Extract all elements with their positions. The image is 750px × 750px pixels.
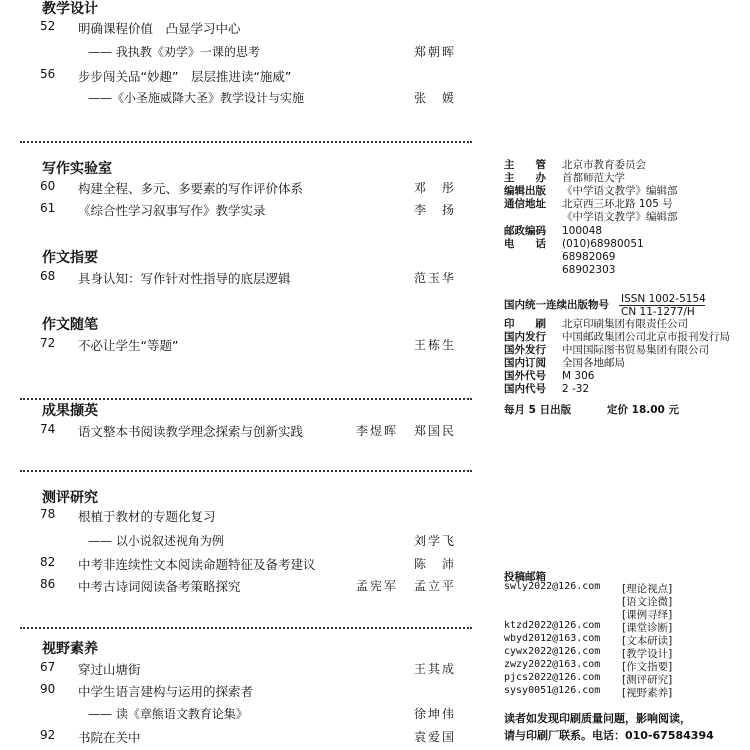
article-subtitle: ——《小圣施威降大圣》教学设计与实施 xyxy=(88,91,305,105)
author-name: 李 扬 xyxy=(414,203,457,217)
section-heading: 作文随笔 xyxy=(42,317,98,333)
article-title[interactable]: 书院在关中 xyxy=(78,730,141,745)
category-label: [课堂诊断] xyxy=(622,622,673,634)
category-label: [文本研读] xyxy=(622,635,673,647)
page-number: 72 xyxy=(40,336,56,350)
article-title[interactable]: 《综合性学习叙事写作》教学实录 xyxy=(78,203,266,218)
info-label: 国内订阅 xyxy=(504,357,546,369)
info-value: 北京西三环北路 105 号 xyxy=(562,198,673,210)
article-title[interactable]: 明确课程价值 凸显学习中心 xyxy=(78,21,241,36)
article-title[interactable]: 中考非连续性文本阅读命题特征及备考建议 xyxy=(78,557,316,572)
page-number: 86 xyxy=(40,577,56,591)
info-label: 通信地址 xyxy=(504,198,546,210)
info-value: 中国国际图书贸易集团有限公司 xyxy=(562,344,709,356)
page-number: 61 xyxy=(40,201,56,215)
author-name: 徐坤伟 xyxy=(414,707,457,721)
page-number: 78 xyxy=(40,507,56,521)
page-number: 68 xyxy=(40,269,56,283)
info-label: 主 管 xyxy=(504,159,546,171)
author-name: 孟立平 xyxy=(414,579,457,593)
page-number: 90 xyxy=(40,682,56,696)
info-label: 印 刷 xyxy=(504,318,546,330)
author-name: 孟宪军 xyxy=(356,579,399,593)
info-value: 《中学语文教学》编辑部 xyxy=(562,211,678,223)
author-name: 李煜晖 xyxy=(356,424,399,438)
info-value: 北京市教育委员会 xyxy=(562,159,646,171)
page-number: 92 xyxy=(40,728,56,742)
section-heading: 作文指要 xyxy=(42,250,98,266)
info-value: 2 -32 xyxy=(562,383,590,395)
section-divider xyxy=(20,141,472,143)
info-value: 中国邮政集团公司北京市报刊发行局 xyxy=(562,331,730,343)
info-value: (010)68980051 xyxy=(562,238,644,250)
article-subtitle: —— 读《章熊语文教育论集》 xyxy=(88,707,248,721)
author-name: 范玉华 xyxy=(414,271,457,285)
author-name: 郑朝晖 xyxy=(414,45,457,59)
article-title[interactable]: 中学生语言建构与运用的探索者 xyxy=(78,684,254,699)
email-address[interactable]: swly2022@126.com xyxy=(504,581,601,592)
info-value: 首都师范大学 xyxy=(562,172,625,184)
article-title[interactable]: 具身认知：写作针对性指导的底层逻辑 xyxy=(78,271,291,286)
category-label: [视野素养] xyxy=(622,687,673,699)
category-label: [理论视点] xyxy=(622,583,673,595)
category-label: [测评研究] xyxy=(622,674,673,686)
serial-label: 国内统一连续出版物号 xyxy=(504,299,609,311)
author-name: 邓 彤 xyxy=(414,181,457,195)
article-subtitle: —— 以小说叙述视角为例 xyxy=(88,534,224,548)
category-label: [语文诠微] xyxy=(622,596,673,608)
section-heading: 测评研究 xyxy=(42,490,98,506)
info-label: 国内发行 xyxy=(504,331,546,343)
email-address[interactable]: ktzd2022@126.com xyxy=(504,620,601,631)
issn-value: ISSN 1002-5154 xyxy=(621,293,706,305)
info-value: 北京印刷集团有限责任公司 xyxy=(562,318,688,330)
article-title[interactable]: 步步闯关品“妙趣” 层层推进读“施威” xyxy=(78,69,292,84)
email-address[interactable]: zwzy2022@163.com xyxy=(504,659,601,670)
author-name: 王栋生 xyxy=(414,338,457,352)
page-number: 82 xyxy=(40,555,56,569)
info-label: 国外发行 xyxy=(504,344,546,356)
section-heading: 视野素养 xyxy=(42,641,98,657)
mailbox-title: 投稿邮箱 xyxy=(504,571,546,583)
article-title[interactable]: 中考古诗词阅读备考策略探究 xyxy=(78,579,241,594)
email-address[interactable]: sysy0051@126.com xyxy=(504,685,601,696)
page-number: 74 xyxy=(40,422,56,436)
author-name: 郑国民 xyxy=(414,424,457,438)
section-heading: 教学设计 xyxy=(42,1,98,17)
author-name: 陈 沛 xyxy=(414,557,457,571)
print-notice: 请与印刷厂联系。电话：010-67584394 xyxy=(504,729,714,742)
article-title[interactable]: 根植于教材的专题化复习 xyxy=(78,509,216,524)
issue-date: 每月 5 日出版 xyxy=(504,404,572,416)
article-title[interactable]: 语文整本书阅读教学理念探索与创新实践 xyxy=(78,424,304,439)
page-number: 67 xyxy=(40,660,56,674)
info-value: 68902303 xyxy=(562,264,616,276)
print-notice: 读者如发现印刷质量问题，影响阅读， xyxy=(504,712,691,725)
article-title[interactable]: 不必让学生“等题” xyxy=(78,338,179,353)
email-address[interactable]: wbyd2012@163.com xyxy=(504,633,601,644)
info-value: M 306 xyxy=(562,370,595,382)
article-title[interactable]: 构建全程、多元、多要素的写作评价体系 xyxy=(78,181,304,196)
section-heading: 成果撷英 xyxy=(42,403,98,419)
category-label: [课例寻绎] xyxy=(622,609,673,621)
author-name: 王其成 xyxy=(414,662,457,676)
email-address[interactable]: pjcs2022@126.com xyxy=(504,672,601,683)
info-value: 全国各地邮局 xyxy=(562,357,625,369)
info-value: 68982069 xyxy=(562,251,616,263)
email-address[interactable]: cywx2022@126.com xyxy=(504,646,601,657)
info-label: 编辑出版 xyxy=(504,185,546,197)
section-divider xyxy=(20,398,472,400)
info-value: 100048 xyxy=(562,225,603,237)
info-label: 国外代号 xyxy=(504,370,546,382)
price: 定价 18.00 元 xyxy=(607,404,680,416)
author-name: 张 媛 xyxy=(414,91,457,105)
cn-value: CN 11-1277/H xyxy=(621,306,695,318)
article-title[interactable]: 穿过山塘街 xyxy=(78,662,141,677)
page-number: 52 xyxy=(40,19,56,33)
info-value: 《中学语文教学》编辑部 xyxy=(562,185,678,197)
author-name: 刘学飞 xyxy=(414,534,457,548)
info-label: 主 办 xyxy=(504,172,546,184)
info-label: 电 话 xyxy=(504,238,546,250)
info-label: 国内代号 xyxy=(504,383,546,395)
category-label: [教学设计] xyxy=(622,648,673,660)
section-divider xyxy=(20,627,472,629)
section-heading: 写作实验室 xyxy=(42,161,112,177)
author-name: 袁爱国 xyxy=(414,730,457,744)
category-label: [作文指要] xyxy=(622,661,673,673)
info-label: 邮政编码 xyxy=(504,225,546,237)
section-divider xyxy=(20,470,472,472)
page-number: 56 xyxy=(40,67,56,81)
page-number: 60 xyxy=(40,179,56,193)
article-subtitle: —— 我执教《劝学》一课的思考 xyxy=(88,45,260,59)
